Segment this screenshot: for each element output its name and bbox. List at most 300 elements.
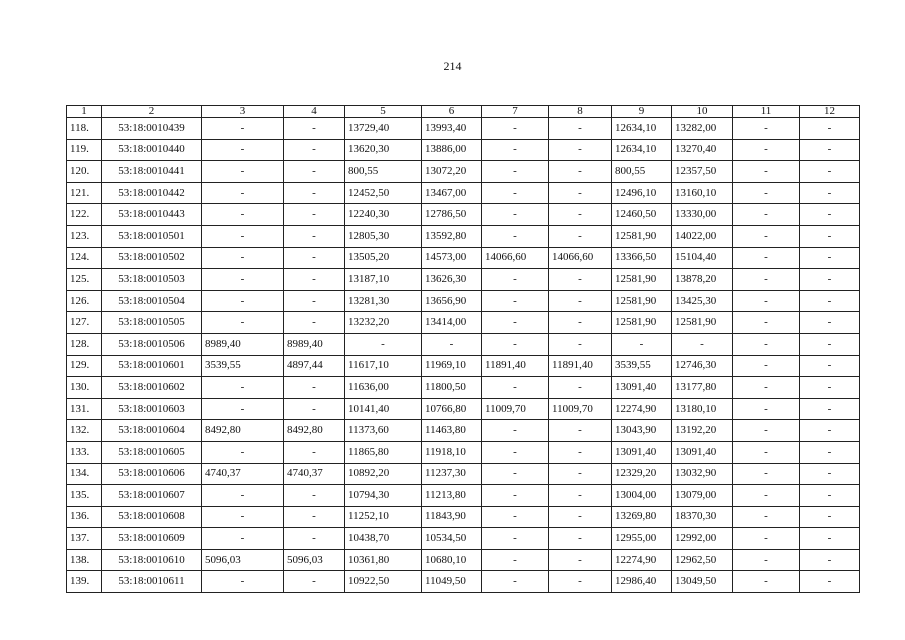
table-row [67,312,860,334]
table-cell: 13282,00 [672,118,733,140]
table-cell: - [482,377,549,399]
table-cell: - [800,485,860,507]
column-header: 5 [345,106,422,118]
table-cell: 12581,90 [612,225,672,247]
table-cell: 53:18:0010604 [102,420,202,442]
table-cell: 5096,03 [202,549,284,571]
table-cell: 13878,20 [672,269,733,291]
table-cell: 13330,00 [672,204,733,226]
table-cell: - [202,528,284,550]
table-row [67,506,860,528]
table-cell: 12746,30 [672,355,733,377]
table-cell: 13004,00 [612,485,672,507]
table-cell: 14066,60 [549,247,612,269]
table-cell: 800,55 [345,161,422,183]
table-cell: - [549,377,612,399]
table-cell: 13281,30 [345,290,422,312]
table-cell: 135. [67,485,102,507]
table-cell: - [549,528,612,550]
table-cell: - [284,441,345,463]
data-table [66,105,860,593]
table-cell: 13592,80 [422,225,482,247]
table-cell: 11009,70 [549,398,612,420]
table-cell: - [202,571,284,593]
table-cell: - [800,161,860,183]
table-cell: - [800,506,860,528]
table-cell: 53:18:0010501 [102,225,202,247]
table-cell: 8492,80 [284,420,345,442]
table-cell: - [800,182,860,204]
table-cell: 12634,10 [612,118,672,140]
table-cell: - [482,290,549,312]
table-cell: 3539,55 [202,355,284,377]
table-cell: 13180,10 [672,398,733,420]
table-cell: 13091,40 [672,441,733,463]
table-cell: - [733,355,800,377]
table-cell: - [800,247,860,269]
table-cell: - [202,247,284,269]
table-cell: - [284,225,345,247]
header-row [67,106,860,118]
table-cell: 10766,80 [422,398,482,420]
table-cell: - [549,463,612,485]
table-cell: 13414,00 [422,312,482,334]
table-cell: - [733,463,800,485]
table-cell: - [422,333,482,355]
table-cell: - [800,420,860,442]
table-cell: 10438,70 [345,528,422,550]
table-cell: 13091,40 [612,377,672,399]
table-cell: - [800,204,860,226]
table-cell: - [202,225,284,247]
table-cell: 119. [67,139,102,161]
table-cell: - [284,312,345,334]
table-cell: - [549,139,612,161]
table-cell: 53:18:0010502 [102,247,202,269]
table-cell: 53:18:0010603 [102,398,202,420]
table-row [67,549,860,571]
table-cell: - [482,549,549,571]
table-cell: 13192,20 [672,420,733,442]
table-cell: 11617,10 [345,355,422,377]
table-cell: 13505,20 [345,247,422,269]
column-header: 2 [102,106,202,118]
table-cell: - [549,225,612,247]
table-cell: - [482,312,549,334]
table-cell: 53:18:0010505 [102,312,202,334]
table-cell: 12955,00 [612,528,672,550]
table-cell: 12581,90 [612,312,672,334]
table-cell: 11636,00 [345,377,422,399]
table-cell: - [482,441,549,463]
table-cell: 137. [67,528,102,550]
table-cell: 12986,40 [612,571,672,593]
table-cell: 11891,40 [482,355,549,377]
table-cell: 13187,10 [345,269,422,291]
table-cell: - [549,204,612,226]
table-cell: 14573,00 [422,247,482,269]
table-cell: 121. [67,182,102,204]
table-cell: - [800,139,860,161]
table-cell: 12992,00 [672,528,733,550]
table-cell: - [800,312,860,334]
table-cell: - [549,441,612,463]
table-cell: 53:18:0010608 [102,506,202,528]
table-cell: - [482,182,549,204]
table-cell: 131. [67,398,102,420]
table-cell: 12460,50 [612,204,672,226]
table-cell: - [284,247,345,269]
table-row [67,420,860,442]
table-cell: 133. [67,441,102,463]
table-cell: - [733,139,800,161]
table-cell: 11463,80 [422,420,482,442]
table-cell: - [284,118,345,140]
table-cell: 120. [67,161,102,183]
table-cell: 123. [67,225,102,247]
table-cell: - [733,549,800,571]
table-cell: - [549,420,612,442]
table-cell: - [482,139,549,161]
table-cell: 53:18:0010607 [102,485,202,507]
table-cell: 53:18:0010602 [102,377,202,399]
table-cell: - [202,139,284,161]
table-cell: 8989,40 [202,333,284,355]
table-cell: 5096,03 [284,549,345,571]
table-cell: 11865,80 [345,441,422,463]
table-cell: - [733,377,800,399]
table-cell: - [482,528,549,550]
table-cell: 12634,10 [612,139,672,161]
column-header: 8 [549,106,612,118]
table-cell: 11009,70 [482,398,549,420]
table-cell: 11918,10 [422,441,482,463]
table-row [67,485,860,507]
table-cell: - [733,247,800,269]
table-cell: 12329,20 [612,463,672,485]
table-cell: - [733,528,800,550]
table-cell: - [800,528,860,550]
table-cell: - [202,182,284,204]
table-row [67,355,860,377]
table-cell: 11373,60 [345,420,422,442]
table-cell: - [482,463,549,485]
table-cell: - [800,549,860,571]
table-cell: 11969,10 [422,355,482,377]
table-cell: 13993,40 [422,118,482,140]
table-cell: - [284,571,345,593]
table-cell: 127. [67,312,102,334]
page-number: 214 [443,59,462,73]
table-cell: - [733,182,800,204]
table-cell: 4897,44 [284,355,345,377]
table-cell: 130. [67,377,102,399]
table-body [67,106,860,593]
table-cell: - [733,118,800,140]
table-cell: - [482,225,549,247]
table-cell: 13729,40 [345,118,422,140]
table-cell: 4740,37 [284,463,345,485]
table-cell: 12581,90 [672,312,733,334]
table-cell: - [345,333,422,355]
table-cell: 53:18:0010439 [102,118,202,140]
table-cell: 11800,50 [422,377,482,399]
column-header: 12 [800,106,860,118]
table-cell: - [549,182,612,204]
table-cell: - [202,377,284,399]
table-row [67,139,860,161]
table-cell: 12240,30 [345,204,422,226]
table-cell: 13886,00 [422,139,482,161]
table-row [67,441,860,463]
table-cell: 12581,90 [612,269,672,291]
table-row [67,463,860,485]
table-cell: - [733,333,800,355]
table-cell: - [800,118,860,140]
table-cell: 13160,10 [672,182,733,204]
table-cell: 53:18:0010601 [102,355,202,377]
table-cell: - [482,118,549,140]
table-cell: - [612,333,672,355]
table-cell: - [202,506,284,528]
table-row [67,204,860,226]
table-cell: - [202,204,284,226]
table-cell: - [202,269,284,291]
table-cell: - [733,420,800,442]
table-cell: - [284,398,345,420]
table-cell: - [800,463,860,485]
table-cell: 13232,20 [345,312,422,334]
table-cell: 53:18:0010506 [102,333,202,355]
table-cell: 128. [67,333,102,355]
table-cell: - [284,528,345,550]
table-row [67,182,860,204]
table-cell: 4740,37 [202,463,284,485]
table-cell: - [733,225,800,247]
column-header: 3 [202,106,284,118]
table-cell: 10534,50 [422,528,482,550]
table-cell: 15104,40 [672,247,733,269]
table-cell: 8492,80 [202,420,284,442]
table-cell: - [733,571,800,593]
table-cell: 13032,90 [672,463,733,485]
table-row [67,118,860,140]
table-cell: 18370,30 [672,506,733,528]
table-cell: 3539,55 [612,355,672,377]
table-cell: - [549,269,612,291]
table-cell: 14022,00 [672,225,733,247]
column-header: 10 [672,106,733,118]
table-cell: 11252,10 [345,506,422,528]
column-header: 1 [67,106,102,118]
table-cell: 11049,50 [422,571,482,593]
table-cell: - [800,571,860,593]
table-row [67,333,860,355]
table-cell: 8989,40 [284,333,345,355]
column-header: 4 [284,106,345,118]
table-cell: - [549,118,612,140]
table-cell: - [800,225,860,247]
table-cell: 13072,20 [422,161,482,183]
table-cell: 53:18:0010441 [102,161,202,183]
column-header: 6 [422,106,482,118]
table-cell: 53:18:0010606 [102,463,202,485]
table-row [67,225,860,247]
table-cell: 129. [67,355,102,377]
table-cell: 53:18:0010443 [102,204,202,226]
table-cell: 13656,90 [422,290,482,312]
table-cell: 136. [67,506,102,528]
table-cell: - [672,333,733,355]
table-cell: - [800,377,860,399]
table-cell: - [549,549,612,571]
table-cell: - [284,377,345,399]
table-cell: - [800,355,860,377]
table-cell: 132. [67,420,102,442]
table-cell: 13049,50 [672,571,733,593]
table-cell: - [284,182,345,204]
table-cell: - [202,312,284,334]
table-cell: 53:18:0010504 [102,290,202,312]
table-cell: - [482,420,549,442]
table-cell: 12805,30 [345,225,422,247]
table-cell: 12274,90 [612,398,672,420]
table-cell: 12452,50 [345,182,422,204]
table-cell: - [284,204,345,226]
table-row [67,377,860,399]
table-row [67,247,860,269]
table-row [67,290,860,312]
table-cell: 14066,60 [482,247,549,269]
table-cell: 13620,30 [345,139,422,161]
table-cell: - [202,161,284,183]
table-cell: - [549,333,612,355]
table-row [67,398,860,420]
table-cell: 12496,10 [612,182,672,204]
table-cell: 138. [67,549,102,571]
table-cell: - [800,269,860,291]
table-cell: - [733,485,800,507]
table-cell: 11843,90 [422,506,482,528]
table-cell: 134. [67,463,102,485]
table-cell: - [549,161,612,183]
table-cell: 53:18:0010610 [102,549,202,571]
table-cell: 53:18:0010611 [102,571,202,593]
table-cell: - [284,161,345,183]
table-cell: - [482,161,549,183]
table-cell: 10794,30 [345,485,422,507]
table-cell: - [733,161,800,183]
table-cell: 139. [67,571,102,593]
table-cell: 10680,10 [422,549,482,571]
table-cell: - [284,139,345,161]
table-cell: - [202,441,284,463]
table-cell: - [202,118,284,140]
table-cell: 13043,90 [612,420,672,442]
table-cell: - [202,398,284,420]
table-cell: 13079,00 [672,485,733,507]
table-row [67,269,860,291]
table-cell: - [549,506,612,528]
table-cell: - [733,269,800,291]
table-cell: 10141,40 [345,398,422,420]
table-cell: 125. [67,269,102,291]
table-cell: - [482,485,549,507]
column-header: 11 [733,106,800,118]
table-cell: 10892,20 [345,463,422,485]
table-cell: - [733,204,800,226]
table-cell: - [800,398,860,420]
table-row [67,528,860,550]
table-cell: 13177,80 [672,377,733,399]
table-cell: 12274,90 [612,549,672,571]
table-cell: 11213,80 [422,485,482,507]
table-cell: 13467,00 [422,182,482,204]
table-cell: - [800,441,860,463]
table-cell: - [202,290,284,312]
table-cell: 10922,50 [345,571,422,593]
table-cell: - [733,398,800,420]
table-cell: - [733,312,800,334]
table-cell: 13626,30 [422,269,482,291]
table-cell: - [284,269,345,291]
table-cell: 11891,40 [549,355,612,377]
table-cell: - [482,506,549,528]
table-cell: 13366,50 [612,247,672,269]
table-cell: - [549,312,612,334]
table-cell: - [549,485,612,507]
table-cell: 53:18:0010605 [102,441,202,463]
table-cell: - [800,290,860,312]
table-cell: - [482,204,549,226]
table-cell: - [733,290,800,312]
table-cell: - [482,269,549,291]
table-cell: 13425,30 [672,290,733,312]
table-cell: 12581,90 [612,290,672,312]
table-cell: - [284,506,345,528]
table-row [67,571,860,593]
table-cell: 53:18:0010503 [102,269,202,291]
table-cell: - [202,485,284,507]
table-cell: 53:18:0010609 [102,528,202,550]
table-cell: 13270,40 [672,139,733,161]
table-cell: 12962,50 [672,549,733,571]
table-cell: 10361,80 [345,549,422,571]
table-cell: 124. [67,247,102,269]
table-cell: 13269,80 [612,506,672,528]
table-cell: 12357,50 [672,161,733,183]
table-cell: 126. [67,290,102,312]
table-cell: - [284,290,345,312]
table-cell: 53:18:0010440 [102,139,202,161]
table-cell: 12786,50 [422,204,482,226]
table-cell: - [549,571,612,593]
column-header: 9 [612,106,672,118]
table-cell: - [549,290,612,312]
table-cell: - [482,333,549,355]
table-cell: 13091,40 [612,441,672,463]
table-cell: - [800,333,860,355]
table-cell: - [733,506,800,528]
table-cell: 53:18:0010442 [102,182,202,204]
table-cell: - [284,485,345,507]
table-cell: 122. [67,204,102,226]
table-row [67,161,860,183]
table-cell: - [733,441,800,463]
column-header: 7 [482,106,549,118]
table-cell: - [482,571,549,593]
table-cell: 800,55 [612,161,672,183]
